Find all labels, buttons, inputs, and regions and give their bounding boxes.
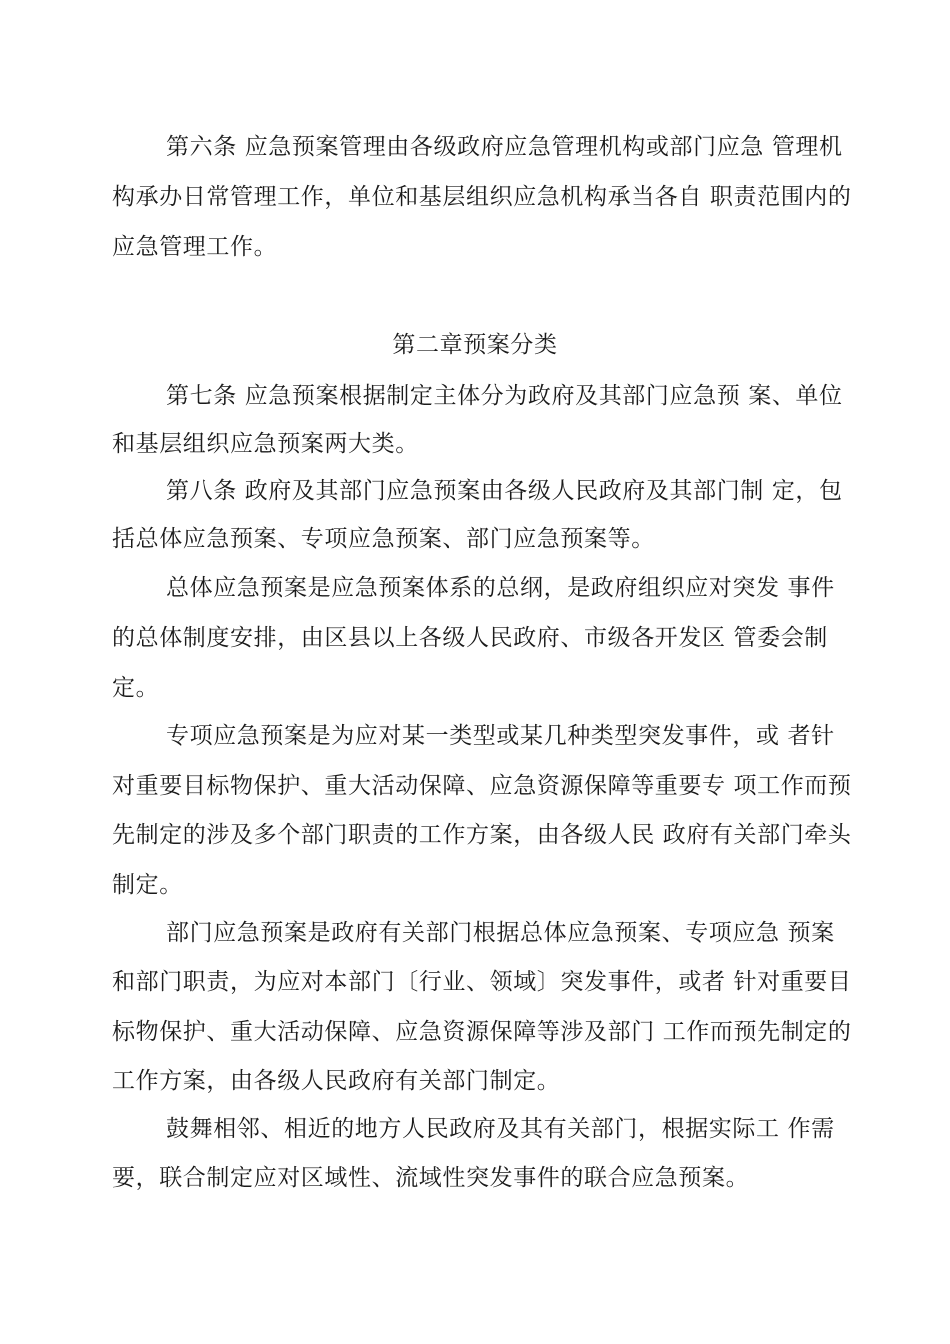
para-dept-line-2: 和部门职责，为应对本部门〔行业、领域〕突发事件，或者 针对重要目: [112, 969, 852, 995]
para-special-line-2: 对重要目标物保护、重大活动保障、应急资源保障等重要专 项工作而预: [112, 773, 852, 799]
para-8-line-2: 括总体应急预案、专项应急预案、部门应急预案等。: [112, 526, 655, 552]
para-6-line-1: 第六条 应急预案管理由各级政府应急管理机构或部门应急 管理机: [166, 134, 843, 160]
para-overall-line-2: 的总体制度安排，由区县以上各级人民政府、市级各开发区 管委会制: [112, 625, 828, 651]
para-dept-line-4: 工作方案，由各级人民政府有关部门制定。: [112, 1068, 561, 1094]
para-dept-line-1: 部门应急预案是政府有关部门根据总体应急预案、专项应急 预案: [166, 920, 835, 946]
para-overall-line-3: 定。: [112, 675, 160, 701]
para-8-line-1: 第八条 政府及其部门应急预案由各级人民政府及其部门制 定，包: [166, 478, 843, 504]
para-special-line-3: 先制定的涉及多个部门职责的工作方案，由各级人民 政府有关部门牵头: [112, 822, 852, 848]
para-overall-line-1: 总体应急预案是应急预案体系的总纲，是政府组织应对突发 事件: [166, 575, 835, 601]
para-special-line-4: 制定。: [112, 872, 183, 898]
para-joint-line-1: 鼓舞相邻、相近的地方人民政府及其有关部门，根据实际工 作需: [166, 1116, 835, 1142]
chapter-heading: 第二章预案分类: [392, 332, 558, 358]
para-dept-line-3: 标物保护、重大活动保障、应急资源保障等涉及部门 工作而预先制定的: [112, 1019, 852, 1045]
para-special-line-1: 专项应急预案是为应对某一类型或某几种类型突发事件，或 者针: [166, 723, 835, 749]
para-joint-line-2: 要，联合制定应对区域性、流域性突发事件的联合应急预案。: [112, 1165, 750, 1191]
para-6-line-3: 应急管理工作。: [112, 234, 278, 260]
para-7-line-1: 第七条 应急预案根据制定主体分为政府及其部门应急预 案、单位: [166, 383, 843, 409]
para-7-line-2: 和基层组织应急预案两大类。: [112, 431, 419, 457]
para-6-line-2: 构承办日常管理工作，单位和基层组织应急机构承当各自 职责范围内的: [112, 184, 852, 210]
